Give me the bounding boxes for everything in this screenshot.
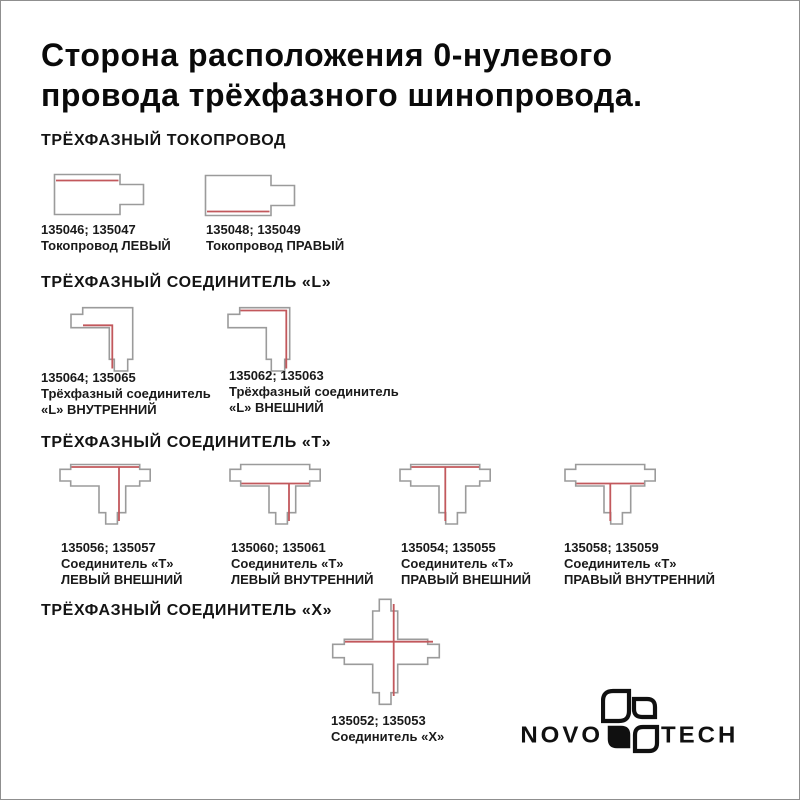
product-label bbox=[229, 368, 399, 416]
product-label bbox=[41, 370, 211, 418]
product-name: Трёхфазный соединитель bbox=[229, 384, 399, 399]
product-name2: ЛЕВЫЙ ВНЕШНИЙ bbox=[61, 572, 183, 587]
product-codes: 135052; 135053 bbox=[331, 713, 426, 728]
neutral-wire-line bbox=[83, 325, 112, 368]
product-codes: 135062; 135063 bbox=[229, 368, 324, 383]
product-codes: 135048; 135049 bbox=[206, 222, 301, 237]
l-connector-inner-diagram bbox=[70, 305, 136, 373]
novotech-wordmark-tech: TECH bbox=[661, 722, 739, 749]
section-heading-feed: ТРЁХФАЗНЫЙ ТОКОПРОВОД bbox=[41, 132, 287, 149]
section-heading-x-connector: ТРЁХФАЗНЫЙ СОЕДИНИТЕЛЬ «Х» bbox=[41, 602, 333, 619]
neutral-wire-line bbox=[240, 311, 286, 369]
page-title bbox=[41, 35, 741, 115]
product-codes: 135060; 135061 bbox=[231, 540, 326, 555]
product-name2: ПРАВЫЙ ВНЕШНИЙ bbox=[401, 572, 531, 587]
product-name: Соединитель «Х» bbox=[331, 729, 445, 744]
product-codes: 135046; 135047 bbox=[41, 222, 136, 237]
product-codes: 135056; 135057 bbox=[61, 540, 156, 555]
product-name: Соединитель «Т» bbox=[564, 556, 677, 571]
product-label bbox=[41, 222, 171, 254]
product-label bbox=[206, 222, 344, 254]
x-connector-diagram bbox=[332, 598, 440, 706]
product-name: Соединитель «Т» bbox=[401, 556, 514, 571]
product-name: Трёхфазный соединитель bbox=[41, 386, 211, 401]
page-title-line1: Сторона расположения 0-нулевого bbox=[41, 37, 613, 73]
product-name: Токопровод ПРАВЫЙ bbox=[206, 238, 345, 253]
product-name: Токопровод ЛЕВЫЙ bbox=[41, 238, 171, 253]
section-heading-l-connector: ТРЁХФАЗНЫЙ СОЕДИНИТЕЛЬ «L» bbox=[41, 274, 332, 291]
page-title-line2: провода трёхфазного шинопровода. bbox=[41, 77, 643, 113]
product-label bbox=[61, 540, 182, 588]
product-label bbox=[331, 713, 444, 745]
t-connector-left-inner-diagram bbox=[229, 464, 321, 525]
novotech-clover-icon bbox=[601, 687, 663, 763]
novotech-wordmark-novo: NOVO bbox=[520, 722, 603, 749]
product-label bbox=[564, 540, 715, 588]
product-name2: ПРАВЫЙ ВНУТРЕННИЙ bbox=[564, 572, 715, 587]
track-feed-left-diagram bbox=[53, 172, 148, 218]
track-feed-right-diagram bbox=[204, 173, 299, 219]
product-name2: «L» ВНЕШНИЙ bbox=[229, 400, 324, 415]
t-connector-right-inner-diagram bbox=[564, 464, 656, 525]
product-label bbox=[401, 540, 531, 588]
section-heading-t-connector: ТРЁХФАЗНЫЙ СОЕДИНИТЕЛЬ «Т» bbox=[41, 434, 332, 451]
product-name2: ЛЕВЫЙ ВНУТРЕННИЙ bbox=[231, 572, 374, 587]
t-connector-left-outer-diagram bbox=[59, 464, 151, 525]
product-name2: «L» ВНУТРЕННИЙ bbox=[41, 402, 157, 417]
l-connector-outer-diagram bbox=[227, 305, 293, 373]
t-connector-right-outer-diagram bbox=[399, 464, 491, 525]
product-codes: 135058; 135059 bbox=[564, 540, 659, 555]
product-name: Соединитель «Т» bbox=[231, 556, 344, 571]
product-codes: 135064; 135065 bbox=[41, 370, 136, 385]
product-codes: 135054; 135055 bbox=[401, 540, 496, 555]
product-name: Соединитель «Т» bbox=[61, 556, 174, 571]
novotech-logo bbox=[517, 685, 777, 769]
product-label bbox=[231, 540, 373, 588]
